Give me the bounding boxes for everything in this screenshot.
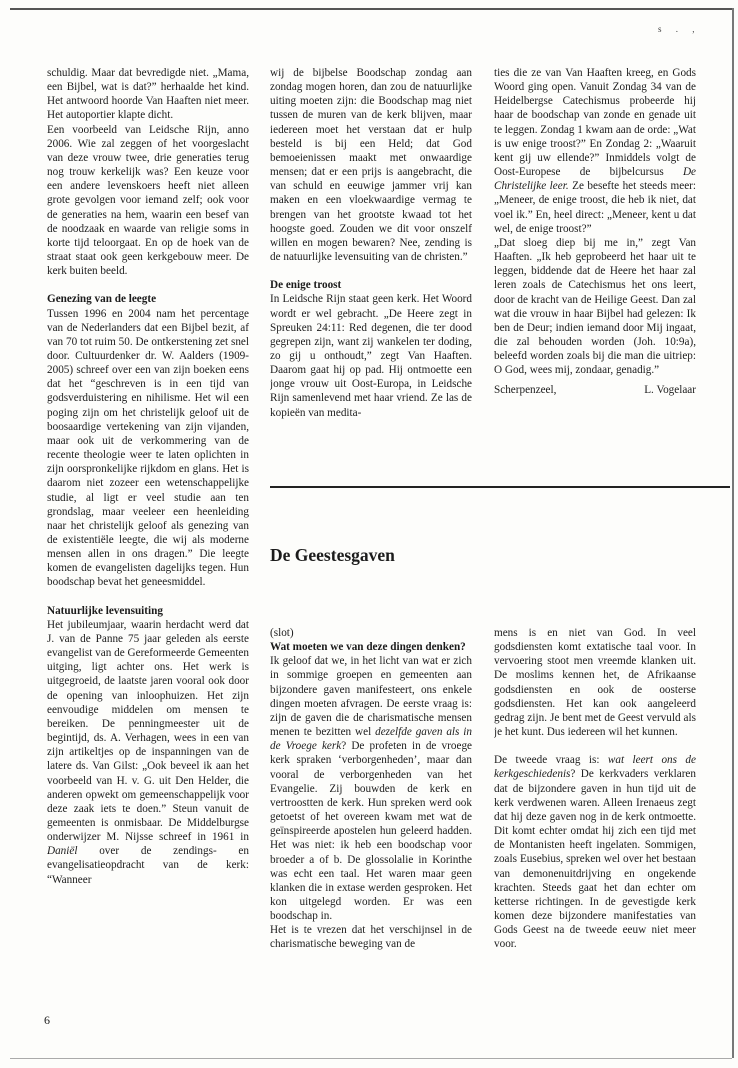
article2-paragraph-1: Ik geloof dat we, in het licht van wat er zich in sommige groepen en gemeenten aan bijzondere gaven manifesteert, ons enkele dingen moeten afvragen. De eerste vraag is: zijn de gaven die de charismatische mensen menen te bezitten wel dezelfde gaven als in de Vroege kerk? De profeten in de vroege kerk spraken ‘verborgenheden’, maar dan vooral de verborgenheden van het Evangelie. Zij bouwden de kerk en vertroostten de kerk. Hun spreken werd ook getoetst of het overeen kwam met wat de geïnspireerde apostelen hun geleerd hadden. Het was niet: ik heb een boodschap voor broeder a of b. De glossolalie in Korinthe was echt een taal. Het waren maar geen klanken die in extase werden gesproken. Het kon uitgelegd worden. Er was een boodschap in. — [270, 655, 472, 923]
col1-paragraph-4: Het jubileumjaar, waarin herdacht werd dat J. van de Panne 75 jaar geleden als eerste evangelist van de Gereformeerde Gemeenten uitging, ligt achter ons. Het werk is uitgegroeid, de laatste jaren vooral ook door de opening van inloophuizen. Het zijn eenvoudige middelen om mensen te bereiken. De penningmeester uit de begintijd, ds. A. Verhagen, wees in een van zijn artikeltjes op de inspanningen van de latere ds. Van Gilst: „Ook beveel ik aan het voorbeeld van H. v. G. uit Den Helder, die anderen opwekt om gemeenschappelijk voor deze zaak iets te doen.” Steun vanuit de gemeenten is onmisbaar. De Middelburgse onderwijzer M. Nijsse schreef in 1961 in Daniël over de zendings- en evangelisatieopdracht van de kerk: “Wanneer — [47, 618, 249, 886]
article2-slot-label: (slot) — [270, 627, 294, 639]
article2-paragraph-4: De tweede vraag is: wat leert ons de kerkgeschiedenis? De kerkvaders verklaren dat de bijzondere gaven in hun tijd uit de kerk verdwenen waren. Alleen Irenaeus zegt dat hij deze gaven nog in de kerk ontmoette. Dit komt echter omdat hij zich een tijd met de Montanisten heeft ingelaten. Sommigen, zoals Eusebius, spreken wel over het bestaan van demonenuitdrijving en ongekende krachten. Steeds gaat het dan echter om ketterse richtingen. In de gevestigde kerk komen deze bijzondere manifestaties van Gods Geest na de tweede eeuw niet meer voor. — [494, 754, 696, 951]
col3-paragraph-1: ties die ze van Van Haaften kreeg, en Gods Woord ging open. Vanuit Zondag 34 van de Heidelbergse Catechismus probeerde hij haar de boodschap van zonde en genade uit te leggen. Zondag 1 kwam aan de orde: „Wat is uw enige troost?” En Zondag 2: „Waaruit kent gij uw ellende?” Inmiddels volgt de Oost-Europese de bijbelcursus De Christelijke leer. Ze besefte het steeds meer: „Meneer, de enige troost, die heb ik niet, dat voel ik.” En, heel direct: „Meneer, kent u dat wel, de enige troost?” — [494, 67, 696, 235]
signature-line — [494, 383, 696, 397]
article2-column-b — [494, 626, 696, 996]
col2-paragraph-2: In Leidsche Rijn staat geen kerk. Het Woord wordt er wel gebracht. „De Heere zegt in Spreuken 24:11: Red degenen, die ter dood gegrepen zijn, want zij wankelen ter doding, zo gij u onthoudt,” zegt Van Haaften. Daarom gaat hij op pad. Hij ontmoette een jonge vrouw uit Oost-Europa, in Leidsche Rijn samenlevend met haar vriend. Ze las de kopieën van medita- — [270, 293, 472, 419]
col2-heading-enige-troost: De enige troost — [270, 279, 342, 292]
col1-paragraph-3: Tussen 1996 en 2004 nam het percentage van de Nederlanders dat een Bijbel bezit, af van 70 tot ruim 50. De ontkerstening zet snel door. Cultuurdenker dr. W. Aalders (1909-2005) schreef over een van zijn boeken eens dat het “geschreven is in een tijd van godsverduistering en nihilisme. Het wil een poging zijn om het christelijk geloof uit de boosaardige vertekening van zijn vijanden, maar ook uit de verkommering van de recente theologie weer te laten oplichten in zijn oorspronkelijke rijkdom en glans. Het is daarom niet zozeer een wetenschappelijke studie, al ligt er veel studie aan ten grondslag, maar veeleer een heenleiding naar het christelijk geloof als genezing van de existentiële leegte, die wij als moderne mensen allen in ons dragen.” Die leegte komen de evangelisten dagelijks tegen. Hun boodschap bevat het geneesmiddel. — [47, 307, 249, 589]
article2-heading: Wat moeten we van deze dingen denken? — [270, 641, 466, 654]
signature-author: L. Vogelaar — [644, 384, 696, 397]
article2-paragraph-2: Het is te vrezen dat het verschijnsel in de charismatische beweging van de — [270, 924, 472, 951]
article-title: De Geestesgaven — [270, 545, 395, 565]
col3-paragraph-2: „Dat sloeg diep bij me in,” zegt Van Haaften. „Ik heb geprobeerd het haar uit te leggen, biddende dat de Heere het haar zal leren zoals de Catechismus het ons leert, door de kracht van de Heilige Geest. Dan zal wat die vrouw in haar Bijbel had gelezen: Ik ben de Deur; indien iemand door Mij ingaat, die zal behouden worden (Joh. 10:9a), beleefd worden zoals bij die man die uitriep: O God, wees mij, zondaar, genadig.” — [494, 236, 696, 377]
col2-paragraph-1: wij de bijbelse Boodschap zondag aan zondag mogen horen, dan zou de natuurlijke uiting moeten zijn: die Boodschap mag niet tussen de muren van de kerk blijven, maar iedereen moet het verstaan dat er hulp besteld is bij een Held; dat God bemoeienissen maakt met onwaardige mensen; dat er een prijs is aangebracht, die van schuld en eeuwige jammer vrij kan maken en een vloekwaardige vermag te brengen van het grootste kwaad tot het hoogste goed. Zouden we dit voor onszelf willen en mogen bewaren? Nee, zending is de natuurlijke levensuiting van de christen.” — [270, 67, 472, 264]
article2-column-a — [270, 626, 472, 1011]
col1-paragraph-1: schuldig. Maar dat bevredigde niet. „Mama, een Bijbel, wat is dat?” herhaalde het kind. Het antwoord hoorde Van Haaften niet meer. Het autoportier klapte dicht. — [47, 67, 249, 122]
article2-paragraph-3: mens is en niet van God. In veel godsdiensten komt extatische taal voor. In vervoering stoot men vreemde klanken uit. De moslims kennen het, de Afrikaanse godsdiensten en ook de oosterse godsdiensten. Het kan ook aangeleerd gedrag zijn. Je bent met de Geest vervuld als je het kunt. Dus iedereen wil het kunnen. — [494, 627, 696, 739]
page-number: 6 — [44, 1013, 50, 1027]
scan-edge-top — [10, 8, 732, 10]
column-1 — [47, 66, 249, 1006]
col1-paragraph-2: Een voorbeeld van Leidsche Rijn, anno 2006. Wie zal zeggen of het voorgeslacht van deze vrouw twee, drie generaties terug nog trouw kerkelijk was? Een keuze voor een andere levenskoers heeft niet alleen grote gevolgen voor iemand zelf; ook voor de generaties na hem, waarin een besef van de noodzaak en waarde van religie soms in korte tijd teloorgaat. En op de hoek van de straat staat ook geen kerkgebouw meer. De kerk buiten beeld. — [47, 123, 249, 278]
scan-edge-right — [732, 8, 734, 1058]
column-3 — [494, 66, 696, 484]
col1-heading-natuurlijke: Natuurlijke levensuiting — [47, 604, 163, 617]
col1-heading-genezing: Genezing van de leegte — [47, 293, 157, 306]
corner-mark: s . , — [658, 24, 701, 34]
article-divider — [270, 486, 730, 488]
scan-edge-bottom — [10, 1058, 732, 1059]
column-2 — [270, 66, 472, 476]
signature-place: Scherpenzeel, — [494, 384, 557, 397]
